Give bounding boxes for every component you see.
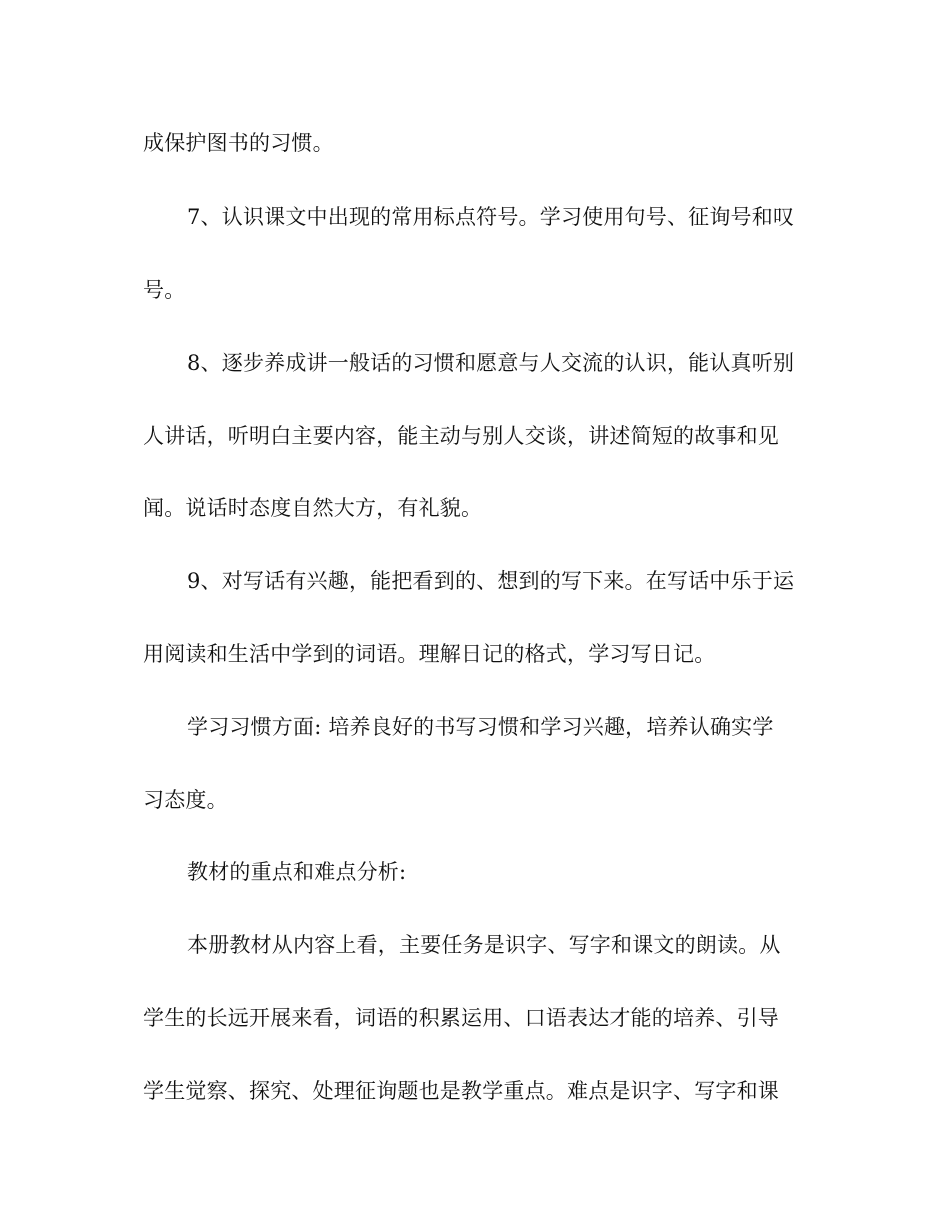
text-line: 习态度。 — [143, 788, 228, 812]
text-line: 7、认识课文中出现的常用标点符号。学习使用句号、征询号和叹 — [187, 205, 795, 229]
text-line: 9、对写话有兴趣，能把看到的、想到的写下来。在写话中乐于运 — [187, 569, 795, 593]
text-line: 教材的重点和难点分析: — [187, 860, 407, 884]
text-line: 闻。说话时态度自然大方，有礼貌。 — [143, 496, 483, 520]
text-line: 号。 — [143, 278, 186, 302]
text-line: 成保护图书的习惯。 — [143, 131, 334, 155]
text-line: 用阅读和生活中学到的词语。理解日记的格式，学习写日记。 — [143, 642, 716, 666]
text-line: 学生觉察、探究、处理征询题也是教学重点。难点是识字、写字和课 — [143, 1079, 779, 1103]
text-line: 8、逐步养成讲一般话的习惯和愿意与人交流的认识，能认真听别 — [187, 351, 795, 375]
text-line: 本册教材从内容上看，主要任务是识字、写字和课文的朗读。从 — [187, 933, 781, 957]
text-line: 学生的长远开展来看，词语的积累运用、口语表达才能的培养、引导 — [143, 1006, 779, 1030]
text-line: 人讲话，听明白主要内容，能主动与别人交谈，讲述简短的故事和见 — [143, 424, 779, 448]
text-line: 学习习惯方面: 培养良好的书写习惯和学习兴趣，培养认确实学 — [187, 715, 774, 739]
